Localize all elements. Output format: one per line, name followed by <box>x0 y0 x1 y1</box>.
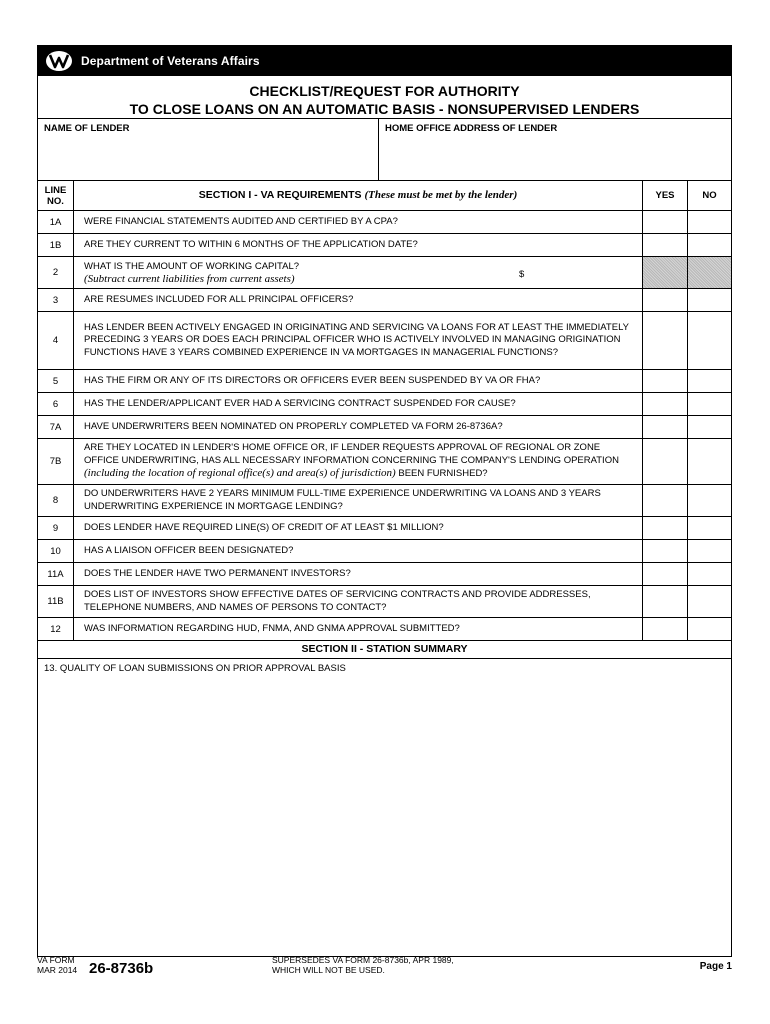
va-seal-logo-icon <box>45 50 73 72</box>
form-footer <box>37 955 732 985</box>
question-text: WAS INFORMATION REGARDING HUD, FNMA, AND GNMA APPROVAL SUBMITTED? <box>74 618 643 640</box>
no-checkbox[interactable] <box>688 289 731 311</box>
line-no: 7A <box>38 416 74 438</box>
lender-info-row <box>38 118 731 180</box>
line-no: 8 <box>38 485 74 516</box>
yes-checkbox[interactable] <box>643 289 688 311</box>
yes-header: YES <box>643 181 688 210</box>
table-row <box>38 256 731 288</box>
question-text: ARE THEY CURRENT TO WITHIN 6 MONTHS OF THE APPLICATION DATE? <box>74 234 643 256</box>
line-no: 1B <box>38 234 74 256</box>
question-text: HAVE UNDERWRITERS BEEN NOMINATED ON PROPERLY COMPLETED VA FORM 26-8736A? <box>74 416 643 438</box>
question-note: (including the location of regional office(s) and area(s) of jurisdiction) <box>84 467 396 480</box>
page-number: Page 1 <box>699 961 732 972</box>
yes-checkbox[interactable] <box>643 485 688 516</box>
question-note: (Subtract current liabilities from current assets) <box>84 272 295 285</box>
table-row <box>38 585 731 617</box>
item13-text-area[interactable] <box>38 658 731 956</box>
yes-cell-shaded <box>643 257 688 288</box>
no-checkbox[interactable] <box>688 211 731 233</box>
va-form-label: VA FORM <box>37 955 75 965</box>
question-text: ARE RESUMES INCLUDED FOR ALL PRINCIPAL OFFICERS? <box>74 289 643 311</box>
no-header: NO <box>702 190 717 201</box>
item13-label: 13. QUALITY OF LOAN SUBMISSIONS ON PRIOR APPROVAL BASIS <box>44 663 346 674</box>
yes-checkbox[interactable] <box>643 618 688 640</box>
yes-checkbox[interactable] <box>643 540 688 562</box>
form-number: 26-8736b <box>89 960 154 977</box>
section1-title-text: SECTION I - VA REQUIREMENTS <box>198 189 362 202</box>
table-row <box>38 539 731 562</box>
yes-checkbox[interactable] <box>643 586 688 617</box>
yes-checkbox[interactable] <box>643 211 688 233</box>
no-checkbox[interactable] <box>688 618 731 640</box>
no-checkbox[interactable] <box>688 393 731 415</box>
table-row <box>38 210 731 233</box>
va-form <box>37 45 732 957</box>
form-body <box>37 76 732 957</box>
line-no: 10 <box>38 540 74 562</box>
no-checkbox[interactable] <box>688 485 731 516</box>
question-text: HAS A LIAISON OFFICER BEEN DESIGNATED? <box>74 540 643 562</box>
table-row <box>38 233 731 256</box>
lender-address-label: HOME OFFICE ADDRESS OF LENDER <box>385 123 558 134</box>
title-line-1: CHECKLIST/REQUEST FOR AUTHORITY <box>249 83 520 99</box>
section1-title <box>74 181 643 210</box>
no-checkbox[interactable] <box>688 370 731 392</box>
title-line-2: TO CLOSE LOANS ON AN AUTOMATIC BASIS - NONSUPERVISED LENDERS <box>129 101 640 117</box>
table-row <box>38 392 731 415</box>
no-checkbox[interactable] <box>688 234 731 256</box>
no-cell-shaded <box>688 257 731 288</box>
no-checkbox[interactable] <box>688 517 731 539</box>
yes-checkbox[interactable] <box>643 439 688 484</box>
line-no: 6 <box>38 393 74 415</box>
line-no: 5 <box>38 370 74 392</box>
form-id-block <box>37 955 77 975</box>
working-capital-amount-field[interactable]: $ <box>519 268 525 280</box>
section1-header-row <box>38 180 731 210</box>
line-no: 11A <box>38 563 74 585</box>
section1-title-note: (These must be met by the lender) <box>364 189 518 202</box>
yes-checkbox[interactable] <box>643 517 688 539</box>
question-text: DOES LIST OF INVESTORS SHOW EFFECTIVE DATES OF SERVICING CONTRACTS AND PROVIDE ADDRESSES, TELEPHONE NUMBERS, AND NAMES OF PERSONS TO CONTACT? <box>74 586 643 617</box>
supersedes-line-2: WHICH WILL NOT BE USED. <box>272 965 385 975</box>
no-checkbox[interactable] <box>688 540 731 562</box>
question-text: DOES LENDER HAVE REQUIRED LINE(S) OF CREDIT OF AT LEAST $1 MILLION? <box>74 517 643 539</box>
yes-checkbox[interactable] <box>643 416 688 438</box>
question-main: ARE THEY LOCATED IN LENDER'S HOME OFFICE OR, IF LENDER REQUESTS APPROVAL OF REGIONAL OR ZONE OFFICE UNDERWRITING, HAS ALL NECESSARY INFORMATION CONCERNING THE COMPANY'S LENDING OPERATION <box>84 442 619 466</box>
table-row <box>38 484 731 516</box>
table-row <box>38 311 731 369</box>
table-row <box>38 516 731 539</box>
table-row <box>38 288 731 311</box>
question-text: DO UNDERWRITERS HAVE 2 YEARS MINIMUM FULL-TIME EXPERIENCE UNDERWRITING VA LOANS AND 3 YEARS UNDERWRITING EXPERIENCE IN MORTGAGE LENDING? <box>74 485 643 516</box>
form-date: MAR 2014 <box>37 965 78 975</box>
agency-header <box>37 45 732 76</box>
lender-name-label: NAME OF LENDER <box>44 123 130 134</box>
agency-name: Department of Veterans Affairs <box>81 53 260 68</box>
yes-checkbox[interactable] <box>643 234 688 256</box>
table-row <box>38 617 731 640</box>
line-no-label: LINE NO. <box>44 184 67 207</box>
question-text: DOES THE LENDER HAVE TWO PERMANENT INVESTORS? <box>74 563 643 585</box>
line-no: 11B <box>38 586 74 617</box>
no-checkbox[interactable] <box>688 416 731 438</box>
lender-name-field[interactable] <box>38 119 379 180</box>
question-text: WERE FINANCIAL STATEMENTS AUDITED AND CERTIFIED BY A CPA? <box>74 211 643 233</box>
question-main: WHAT IS THE AMOUNT OF WORKING CAPITAL? <box>84 260 300 272</box>
line-no: 2 <box>38 257 74 288</box>
question-tail: BEEN FURNISHED? <box>395 468 488 480</box>
no-checkbox[interactable] <box>688 586 731 617</box>
yes-checkbox[interactable] <box>643 312 688 369</box>
question-text <box>74 439 643 484</box>
line-no: 12 <box>38 618 74 640</box>
line-no-header <box>38 181 74 210</box>
yes-checkbox[interactable] <box>643 393 688 415</box>
table-row <box>38 415 731 438</box>
section2-title: SECTION II - STATION SUMMARY <box>38 640 731 658</box>
table-row <box>38 562 731 585</box>
line-no: 4 <box>38 312 74 369</box>
no-checkbox[interactable] <box>688 312 731 369</box>
no-checkbox[interactable] <box>688 563 731 585</box>
line-no: 3 <box>38 289 74 311</box>
supersedes-line-1: SUPERSEDES VA FORM 26-8736b, APR 1989, <box>272 955 454 965</box>
yes-checkbox[interactable] <box>643 370 688 392</box>
question-text <box>74 257 643 288</box>
question-text: HAS THE FIRM OR ANY OF ITS DIRECTORS OR OFFICERS EVER BEEN SUSPENDED BY VA OR FHA? <box>74 370 643 392</box>
line-no: 1A <box>38 211 74 233</box>
table-row <box>38 438 731 484</box>
question-text: HAS LENDER BEEN ACTIVELY ENGAGED IN ORIGINATING AND SERVICING VA LOANS FOR AT LEAST THE IMMEDIATELY PRECEDING 3 YEARS OR DOES EACH PRINCIPAL OFFICER WHO IS ACTIVELY INVOLVED IN MANAGING ORIGINATION FUNCTIONS HAVE 3 YEARS COMBINED EXPERIENCE IN VA MORTGAGES IN MANAGERIAL FUNCTIONS? <box>74 312 643 369</box>
supersedes-note <box>272 955 454 975</box>
question-text: HAS THE LENDER/APPLICANT EVER HAD A SERVICING CONTRACT SUSPENDED FOR CAUSE? <box>74 393 643 415</box>
no-checkbox[interactable] <box>688 439 731 484</box>
line-no: 9 <box>38 517 74 539</box>
lender-address-field[interactable] <box>379 119 731 180</box>
line-no: 7B <box>38 439 74 484</box>
form-title <box>38 76 731 118</box>
table-row <box>38 369 731 392</box>
yes-checkbox[interactable] <box>643 563 688 585</box>
